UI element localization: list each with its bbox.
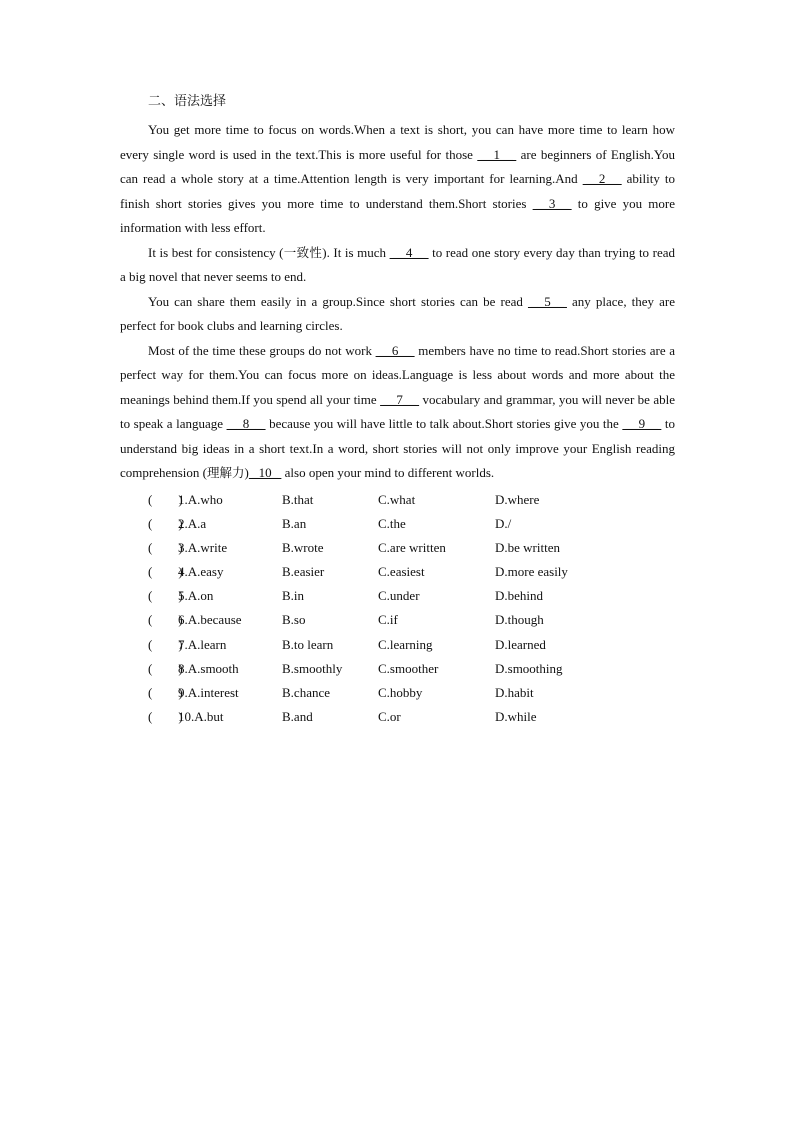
option-c: C.are written xyxy=(378,539,446,555)
chinese-gloss: 一致性 xyxy=(283,244,323,260)
answer-paren[interactable]: ( ) xyxy=(148,491,183,507)
question-options xyxy=(120,488,675,730)
option-a: 10.A.but xyxy=(178,709,224,725)
passage-paragraph: You get more time to focus on words.When a text is short, you can have more time to learn how every single word is used in the text.This is more useful for those __1__ are beginners of English.You can read a whole story at a time.Attention length is very important for learning.And __2__ ability to finish short stories gives you more time to understand them.Short stories __3__ to give you more information with less effort. xyxy=(120,122,675,235)
option-b: B.wrote xyxy=(282,539,324,555)
question-row xyxy=(120,488,675,512)
option-d: D.learned xyxy=(495,636,546,652)
option-d: D.though xyxy=(495,612,544,628)
option-a: 1.A.who xyxy=(178,491,223,507)
option-a: 6.A.because xyxy=(178,612,242,628)
option-d: D.be written xyxy=(495,539,560,555)
option-d: D.where xyxy=(495,491,540,507)
question-row xyxy=(120,657,675,681)
passage-paragraph: It is best for consistency (一致性). It is much __4__ to read one story every day than trying to read a big novel that never seems to end. xyxy=(120,241,675,290)
option-c: C.or xyxy=(378,709,401,725)
option-a: 3.A.write xyxy=(178,539,228,555)
option-a: 4.A.easy xyxy=(178,564,224,580)
answer-blank[interactable]: __7__ xyxy=(380,391,420,407)
option-a: 8.A.smooth xyxy=(178,660,239,676)
option-b: B.easier xyxy=(282,564,325,580)
option-a: 7.A.learn xyxy=(178,636,227,652)
answer-blank[interactable]: __6__ xyxy=(375,342,415,358)
option-d: D.behind xyxy=(495,588,544,604)
option-b: B.in xyxy=(282,588,305,604)
answer-paren[interactable]: ( ) xyxy=(148,660,183,676)
option-a: 2.A.a xyxy=(178,515,207,531)
answer-blank[interactable]: __9__ xyxy=(622,416,662,431)
option-a: 9.A.interest xyxy=(178,685,239,700)
section-title: 二、语法选择 xyxy=(148,94,227,109)
chinese-gloss: 理解力 xyxy=(207,465,245,480)
passage xyxy=(120,118,675,486)
option-c: C.under xyxy=(378,588,420,604)
answer-paren[interactable]: ( ) xyxy=(148,588,183,604)
option-d: D.more easily xyxy=(495,564,568,580)
option-a: 5.A.on xyxy=(178,588,214,604)
option-c: C.smoother xyxy=(378,660,439,676)
answer-paren[interactable]: ( ) xyxy=(148,709,183,725)
option-d: D.smoothing xyxy=(495,660,563,676)
question-row xyxy=(120,584,675,608)
question-row xyxy=(120,608,675,632)
option-c: C.easiest xyxy=(378,564,425,580)
question-row xyxy=(120,681,675,705)
question-row xyxy=(120,705,675,729)
option-b: B.chance xyxy=(282,685,331,700)
option-c: C.hobby xyxy=(378,685,423,700)
option-b: B.so xyxy=(282,612,306,628)
option-d: D./ xyxy=(495,515,512,531)
worksheet-page xyxy=(120,92,675,729)
option-b: B.and xyxy=(282,709,313,725)
answer-paren[interactable]: ( ) xyxy=(148,564,183,580)
option-d: D.while xyxy=(495,709,537,725)
question-row xyxy=(120,536,675,560)
answer-paren[interactable]: ( ) xyxy=(148,612,183,628)
option-b: B.smoothly xyxy=(282,660,343,676)
option-c: C.learning xyxy=(378,636,433,652)
option-b: B.to learn xyxy=(282,636,334,652)
answer-blank[interactable]: __3__ xyxy=(532,195,572,211)
question-row xyxy=(120,633,675,657)
answer-blank[interactable]: __1__ xyxy=(477,146,517,162)
question-row xyxy=(120,560,675,584)
answer-blank[interactable]: __8__ xyxy=(226,416,266,431)
answer-paren[interactable]: ( ) xyxy=(148,636,183,652)
question-row xyxy=(120,512,675,536)
option-c: C.if xyxy=(378,612,398,628)
answer-blank[interactable]: __4__ xyxy=(389,244,429,260)
option-b: B.that xyxy=(282,491,314,507)
answer-paren[interactable]: ( ) xyxy=(148,539,183,555)
option-d: D.habit xyxy=(495,685,534,700)
passage-paragraph: You can share them easily in a group.Since short stories can be read __5__ any place, they are perfect for book clubs and learning circles. xyxy=(120,290,675,339)
option-b: B.an xyxy=(282,515,307,531)
answer-blank[interactable]: __5__ xyxy=(527,293,567,309)
answer-paren[interactable]: ( ) xyxy=(148,515,183,531)
answer-blank[interactable]: _10_ xyxy=(248,465,282,480)
option-c: C.what xyxy=(378,491,416,507)
option-c: C.the xyxy=(378,515,406,531)
answer-blank[interactable]: __2__ xyxy=(582,171,622,186)
answer-paren[interactable]: ( ) xyxy=(148,685,183,700)
passage-paragraph: Most of the time these groups do not work __6__ members have no time to read.Short stories are a perfect way for them.You can focus more on ideas.Language is less about words and more about the meanings behind them.If you spend all your time __7__ vocabulary and grammar, you will never be able to speak a language __8__ because you will have little to talk about.Short stories give you the __9__ to understand big ideas in a short text.In a word, short stories will not only improve your English reading comprehension (理解力) _10_ also open your mind to different worlds. xyxy=(120,339,675,486)
